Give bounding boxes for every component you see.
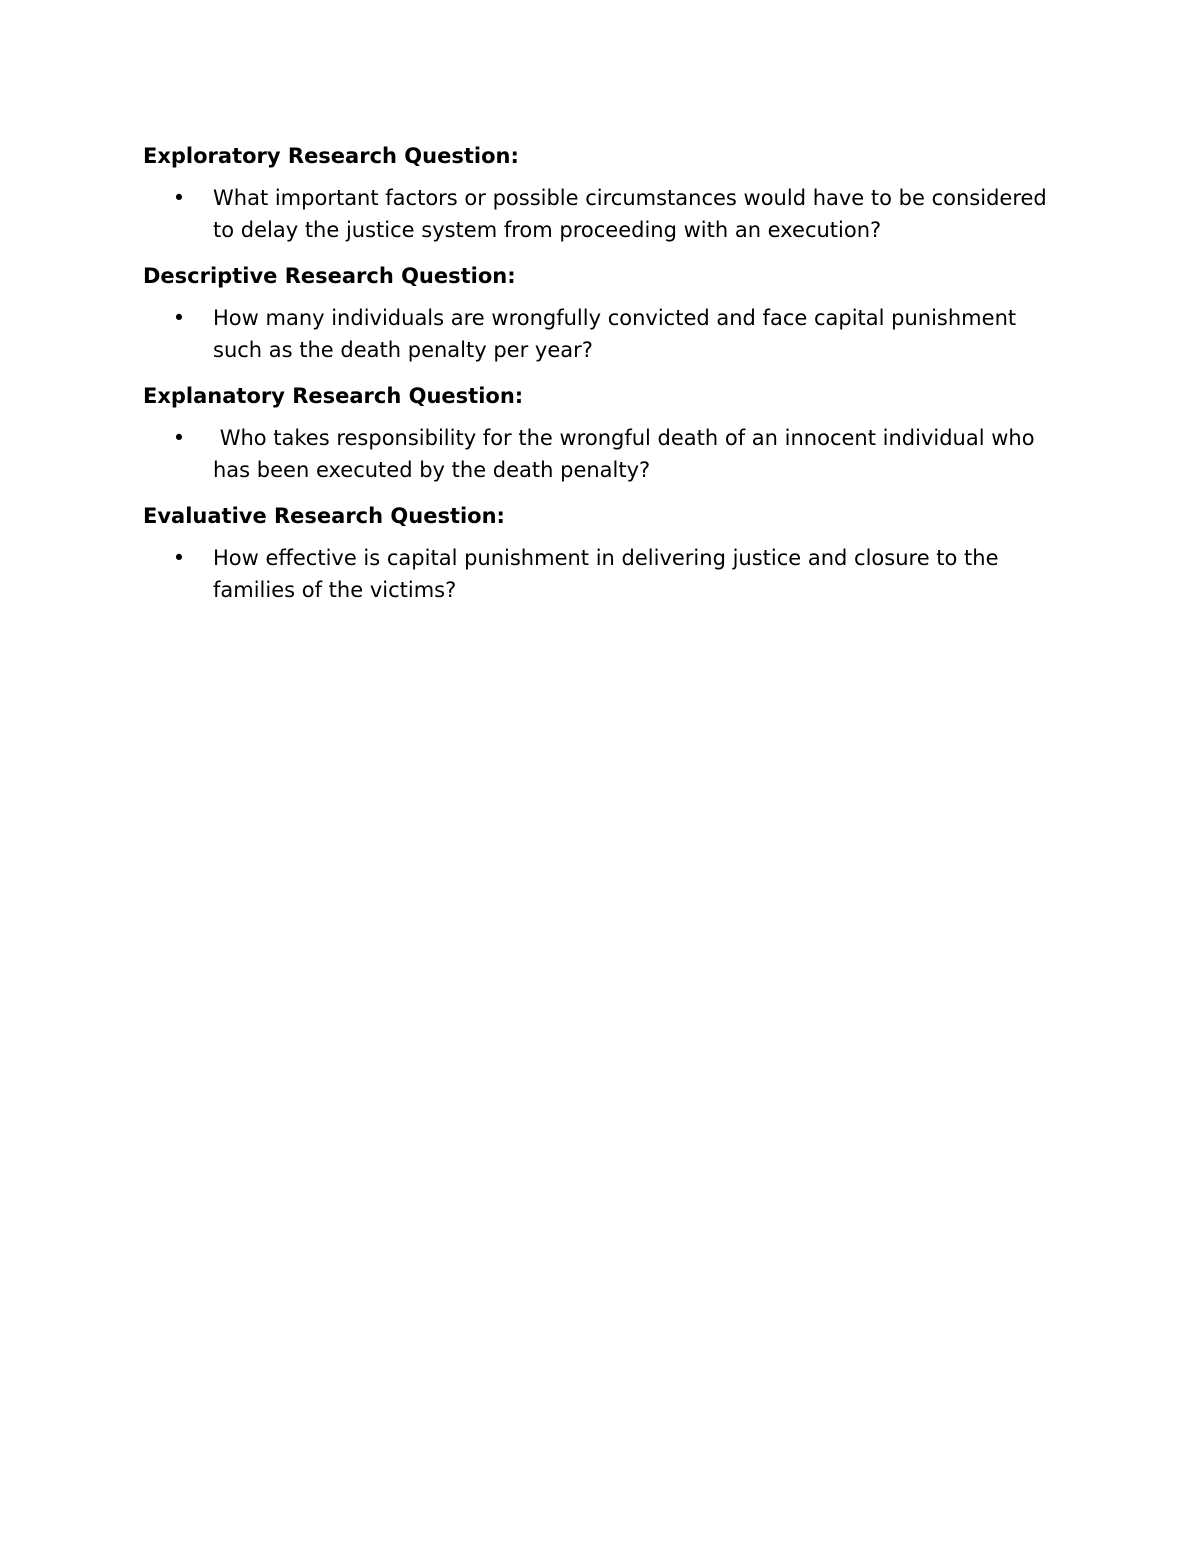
question-list <box>143 542 1063 606</box>
section-heading: Exploratory Research Question: <box>143 144 519 168</box>
question-text: What important factors or possible circumstances would have to be considered to delay the justice system from proceeding with an execution? <box>213 186 1054 242</box>
question-list <box>143 302 1063 366</box>
section-heading: Evaluative Research Question: <box>143 504 505 528</box>
list-item <box>143 302 1063 366</box>
bullet-icon: • <box>172 426 186 450</box>
section-evaluative <box>143 500 1063 606</box>
question-list <box>143 182 1063 246</box>
section-explanatory <box>143 380 1063 486</box>
section-exploratory <box>143 140 1063 246</box>
question-text: How effective is capital punishment in delivering justice and closure to the families of the victims? <box>213 546 1006 602</box>
bullet-icon: • <box>172 186 186 210</box>
list-item <box>143 422 1063 486</box>
section-heading: Descriptive Research Question: <box>143 264 516 288</box>
bullet-icon: • <box>172 306 186 330</box>
list-item <box>143 542 1063 606</box>
question-text: Who takes responsibility for the wrongful death of an innocent individual who has been executed by the death penalty? <box>213 426 1042 482</box>
list-item <box>143 182 1063 246</box>
question-list <box>143 422 1063 486</box>
section-descriptive <box>143 260 1063 366</box>
section-heading: Explanatory Research Question: <box>143 384 524 408</box>
document-page <box>143 140 1063 620</box>
bullet-icon: • <box>172 546 186 570</box>
question-text: How many individuals are wrongfully convicted and face capital punishment such as the death penalty per year? <box>213 306 1023 362</box>
